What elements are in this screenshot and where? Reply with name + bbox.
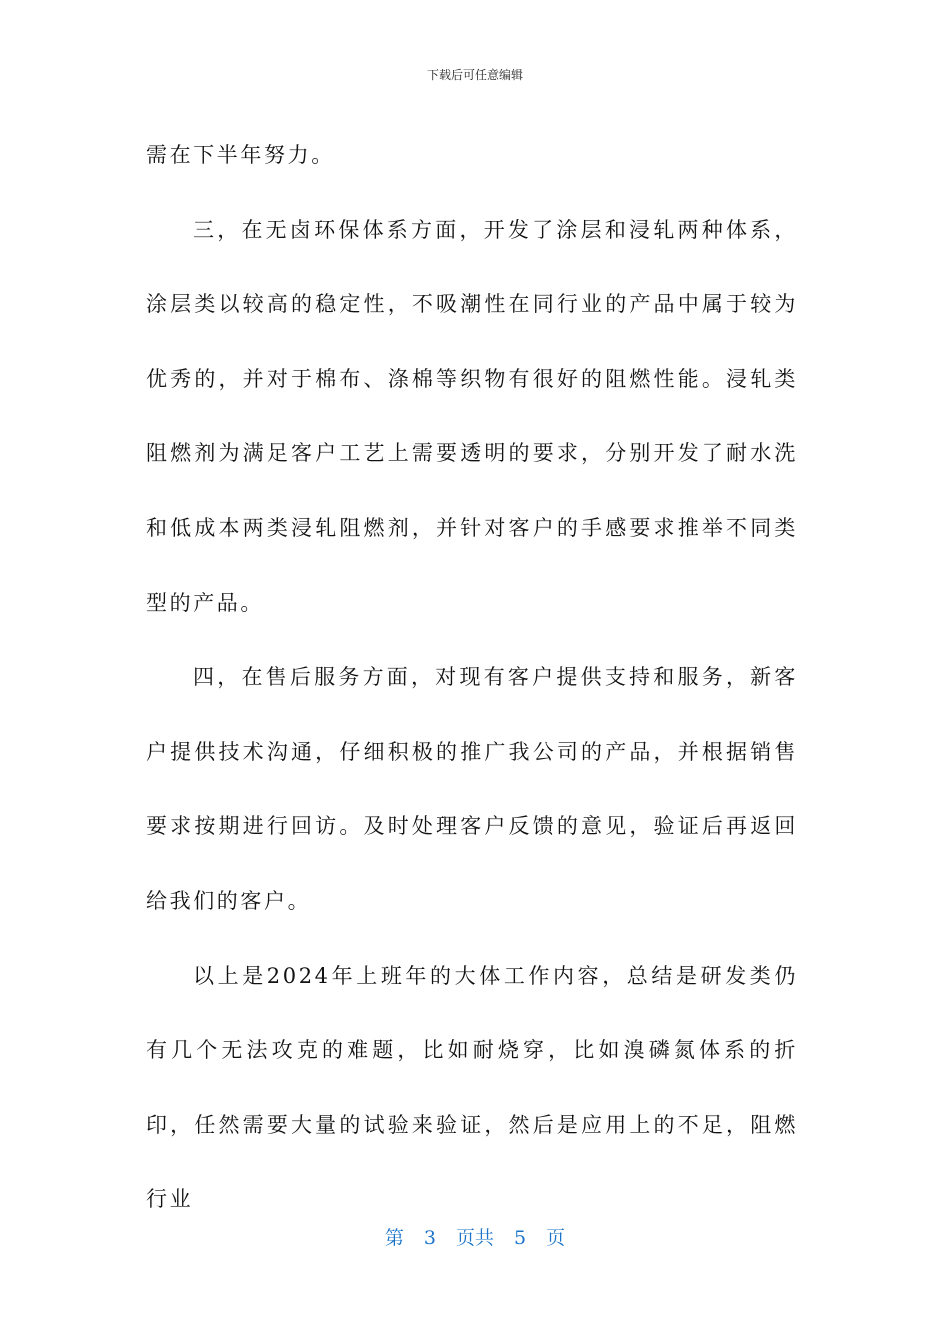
page-header-note: 下载后可任意编辑 [426,68,523,82]
page-footer-middle: 页共 [455,1227,494,1249]
paragraph-halogen-free-system: 三，在无卤环保体系方面，开发了涂层和浸轧两种体系，涂层类以较高的稳定性，不吸潮性在同行业的产品中属于较为优秀的，并对于棉布、涤棉等织物有很好的阻燃性能。浸轧类阻燃剂为满足客户工艺上需要透明的要求，分别开发了耐水洗和低成本两类浸轧阻燃剂，并针对客户的手感要求推举不同类型的产品。 [146,217,798,615]
total-pages: 5 [514,1227,527,1249]
page-number: 3 [423,1227,436,1249]
paragraph-continuation: 需在下半年努力。 [146,143,335,167]
page-footer [0,1225,950,1251]
page-footer-prefix: 第 [384,1227,404,1249]
page-footer-suffix: 页 [546,1227,566,1249]
document-body [146,118,798,1237]
paragraph-after-sales-service: 四，在售后服务方面，对现有客户提供支持和服务，新客户提供技术沟通，仔细积极的推广我公司的产品，并根据销售要求按期进行回访。及时处理客户反馈的意见，验证后再返回给我们的客户。 [146,665,798,913]
paragraph-summary: 以上是2024年上班年的大体工作内容，总结是研发类仍有几个无法攻克的难题，比如耐烧穿，比如溴磷氮体系的折印，任然需要大量的试验来验证，然后是应用上的不足，阻燃行业 [146,963,798,1212]
